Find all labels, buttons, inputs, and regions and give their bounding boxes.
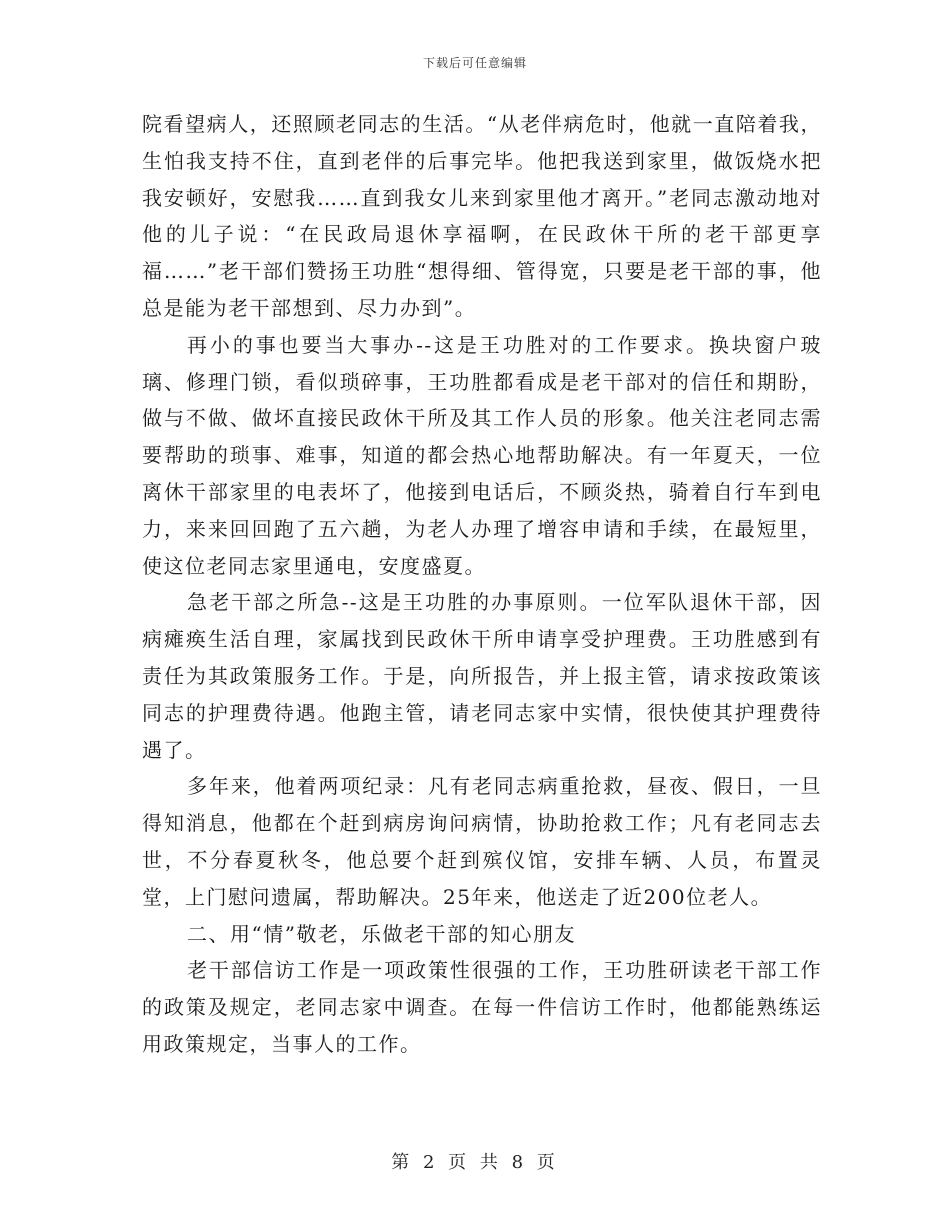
paragraph-small-matters: 再小的事也要当大事办--这是王功胜对的工作要求。换块窗户玻璃、修理门锁，看似琐碎事，王功胜都看成是老干部对的信任和期盼，做与不做、做坏直接民政休干所及其工作人员的形象。他关注老同志需要帮助的琐事、难事，知道的都会热心地帮助解决。有一年夏天，一位离休干部家里的电表坏了，他接到电话后，不顾炎热，骑着自行车到电力，来来回回跑了五六趟，为老人办理了增容申请和手续，在最短里，使这位老同志家里通电，安度盛夏。	[142, 332, 822, 578]
paragraph-petition-work: 老干部信访工作是一项政策性很强的工作，王功胜研读老干部工作的政策及规定，老同志家中调查。在每一件信访工作时，他都能熟练运用政策规定，当事人的工作。	[142, 958, 822, 1056]
page-header: 下载后可任意编辑	[422, 56, 527, 70]
paragraph-urgent-matters: 急老干部之所急--这是王功胜的办事原则。一位军队退休干部，因病瘫痪生活自理，家属找到民政休干所申请享受护理费。王功胜感到有责任为其政策服务工作。于是，向所报告，并上报主管，请求按政策该同志的护理费待遇。他跑主管，请老同志家中实情，很快使其护理费待遇了。	[142, 590, 822, 762]
page-number: 第 2 页 共 8 页	[391, 1152, 559, 1173]
document-body	[142, 106, 822, 1063]
paragraph-two-records: 多年来，他着两项纪录：凡有老同志病重抢救，昼夜、假日，一旦得知消息，他都在个赶到病房询问病情，协助抢救工作；凡有老同志去世，不分春夏秋冬，他总要个赶到殡仪馆，安排车辆、人员，布置灵堂，上门慰问遗属，帮助解决。25年来，他送走了近200位老人。	[142, 774, 822, 909]
section-heading: 二、用“情”敬老，乐做老干部的知心朋友	[187, 921, 576, 946]
paragraph-continuation: 院看望病人，还照顾老同志的生活。“从老伴病危时，他就一直陪着我，生怕我支持不住，直到老伴的后事完毕。他把我送到家里，做饭烧水把我安顿好，安慰我……直到我女儿来到家里他才离开。”老同志激动地对他的儿子说：“在民政局退休享福啊，在民政休干所的老干部更享福……”老干部们赞扬王功胜“想得细、管得宽，只要是老干部的事，他总是能为老干部想到、尽力办到”。	[142, 112, 822, 320]
